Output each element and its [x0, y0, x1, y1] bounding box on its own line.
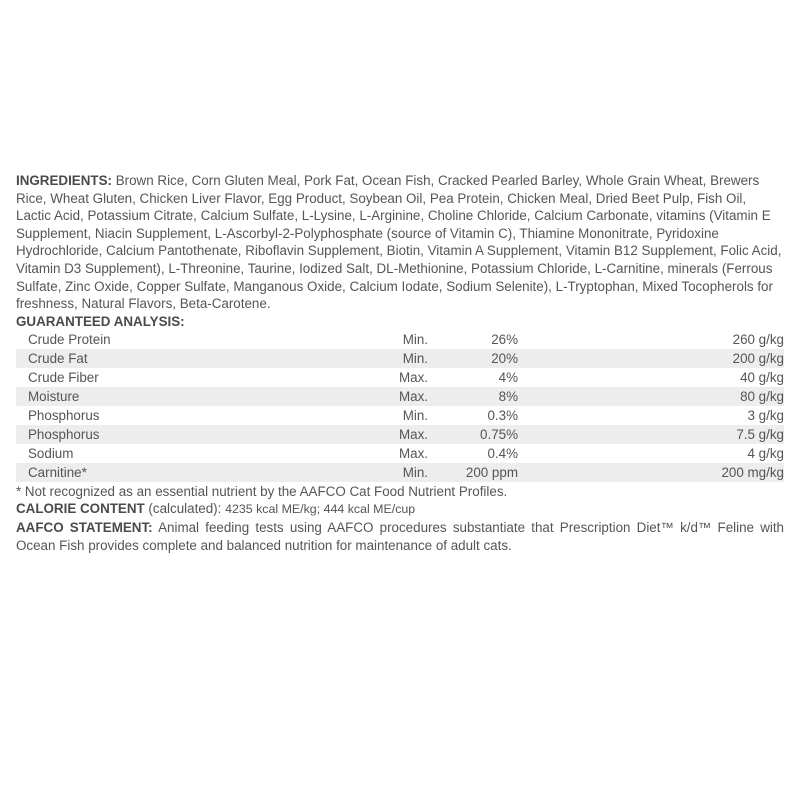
aafco-statement [16, 519, 784, 554]
nutrient-name: Moisture [16, 387, 348, 406]
nutrient-qualifier: Min. [348, 463, 428, 482]
nutrient-percent: 0.4% [487, 445, 518, 461]
nutrient-name: Phosphorus [16, 425, 348, 444]
nutrient-name: Crude Fiber [28, 369, 99, 385]
ingredients-paragraph [16, 172, 784, 313]
nutrient-value: 4 g/kg [747, 445, 784, 461]
table-row [16, 330, 784, 349]
nutrient-value: 80 g/kg [518, 387, 784, 406]
nutrient-qualifier: Min. [402, 331, 428, 347]
table-row [16, 368, 784, 387]
nutrient-name: Phosphorus [28, 407, 100, 423]
nutrient-value: 260 g/kg [732, 331, 784, 347]
nutrient-qualifier: Max. [348, 425, 428, 444]
nutrient-percent: 0.75% [428, 425, 518, 444]
nutrient-name: Crude Protein [28, 331, 111, 347]
analysis-footnote: * Not recognized as an essential nutrient by the AAFCO Cat Food Nutrient Profiles. [16, 483, 508, 499]
nutrient-percent: 20% [428, 349, 518, 368]
calorie-content-heading: CALORIE CONTENT [16, 501, 145, 517]
nutrient-percent: 4% [498, 369, 518, 385]
nutrient-percent: 8% [428, 387, 518, 406]
nutrient-percent: 26% [491, 331, 518, 347]
aafco-statement-text: Animal feeding tests using AAFCO procedures substantiate that Prescription Diet™ k/d™ Feline with Ocean Fish provides complete and balanced nutrition for maintenance of adult cats. [16, 519, 785, 553]
nutrient-value: 200 g/kg [518, 349, 784, 368]
table-row [16, 463, 784, 482]
table-row [16, 425, 784, 444]
ingredients-heading: INGREDIENTS: [16, 173, 112, 188]
nutrient-name: Sodium [28, 445, 74, 461]
nutrient-qualifier: Max. [398, 369, 428, 385]
calorie-content-value: 4235 kcal ME/kg; 444 kcal ME/cup [225, 502, 416, 517]
nutrient-value: 200 mg/kg [518, 463, 784, 482]
nutrient-value: 7.5 g/kg [518, 425, 784, 444]
nutrient-qualifier: Max. [398, 445, 428, 461]
table-row [16, 444, 784, 463]
nutrient-percent: 200 ppm [428, 463, 518, 482]
nutrient-value: 3 g/kg [747, 407, 784, 423]
table-row [16, 406, 784, 425]
calorie-content [16, 500, 784, 519]
nutrient-qualifier: Max. [348, 387, 428, 406]
guaranteed-analysis-heading: GUARANTEED ANALYSIS: [16, 313, 185, 329]
nutrient-value: 40 g/kg [740, 369, 784, 385]
table-row [16, 387, 784, 406]
aafco-statement-heading: AAFCO STATEMENT: [16, 519, 153, 535]
nutrient-qualifier: Min. [402, 407, 428, 423]
guaranteed-analysis-table [16, 330, 784, 482]
ingredients-text: Brown Rice, Corn Gluten Meal, Pork Fat, Ocean Fish, Cracked Pearled Barley, Whole Grain Wheat, Brewers Rice, Wheat Gluten, Chicken Liver Flavor, Egg Product, Soybean Oil, Pea Protein, Chicken Meal, Dried Beet Pulp, Fish Oil, Lactic Acid, Potassium Citrate, Calcium Sulfate, L-Lysine, L-Arginine, Choline Chloride, Calcium Carbonate, vitamins (Vitamin E Supplement, Niacin Supplement, L-Ascorbyl-2-Polyphosphate (source of Vitamin C), Thiamine Mononitrate, Pyridoxine Hydrochloride, Calcium Pantothenate, Riboflavin Supplement, Biotin, Vitamin A Supplement, Vitamin B12 Supplement, Folic Acid, Vitamin D3 Supplement), L-Threonine, Taurine, Iodized Salt, DL-Methionine, Potassium Chloride, L-Carnitine, minerals (Ferrous Sulfate, Zinc Oxide, Copper Sulfate, Manganous Oxide, Calcium Iodate, Sodium Selenite), L-Tryptophan, Mixed Tocopherols for freshness, Natural Flavors, Beta-Carotene. [16, 173, 782, 312]
calorie-content-qualifier: (calculated): [144, 501, 226, 517]
table-row [16, 349, 784, 368]
nutrient-qualifier: Min. [348, 349, 428, 368]
nutrient-percent: 0.3% [487, 407, 518, 423]
nutrient-name: Crude Fat [16, 349, 348, 368]
nutrient-name: Carnitine* [16, 463, 348, 482]
nutrition-label-panel [16, 172, 784, 554]
